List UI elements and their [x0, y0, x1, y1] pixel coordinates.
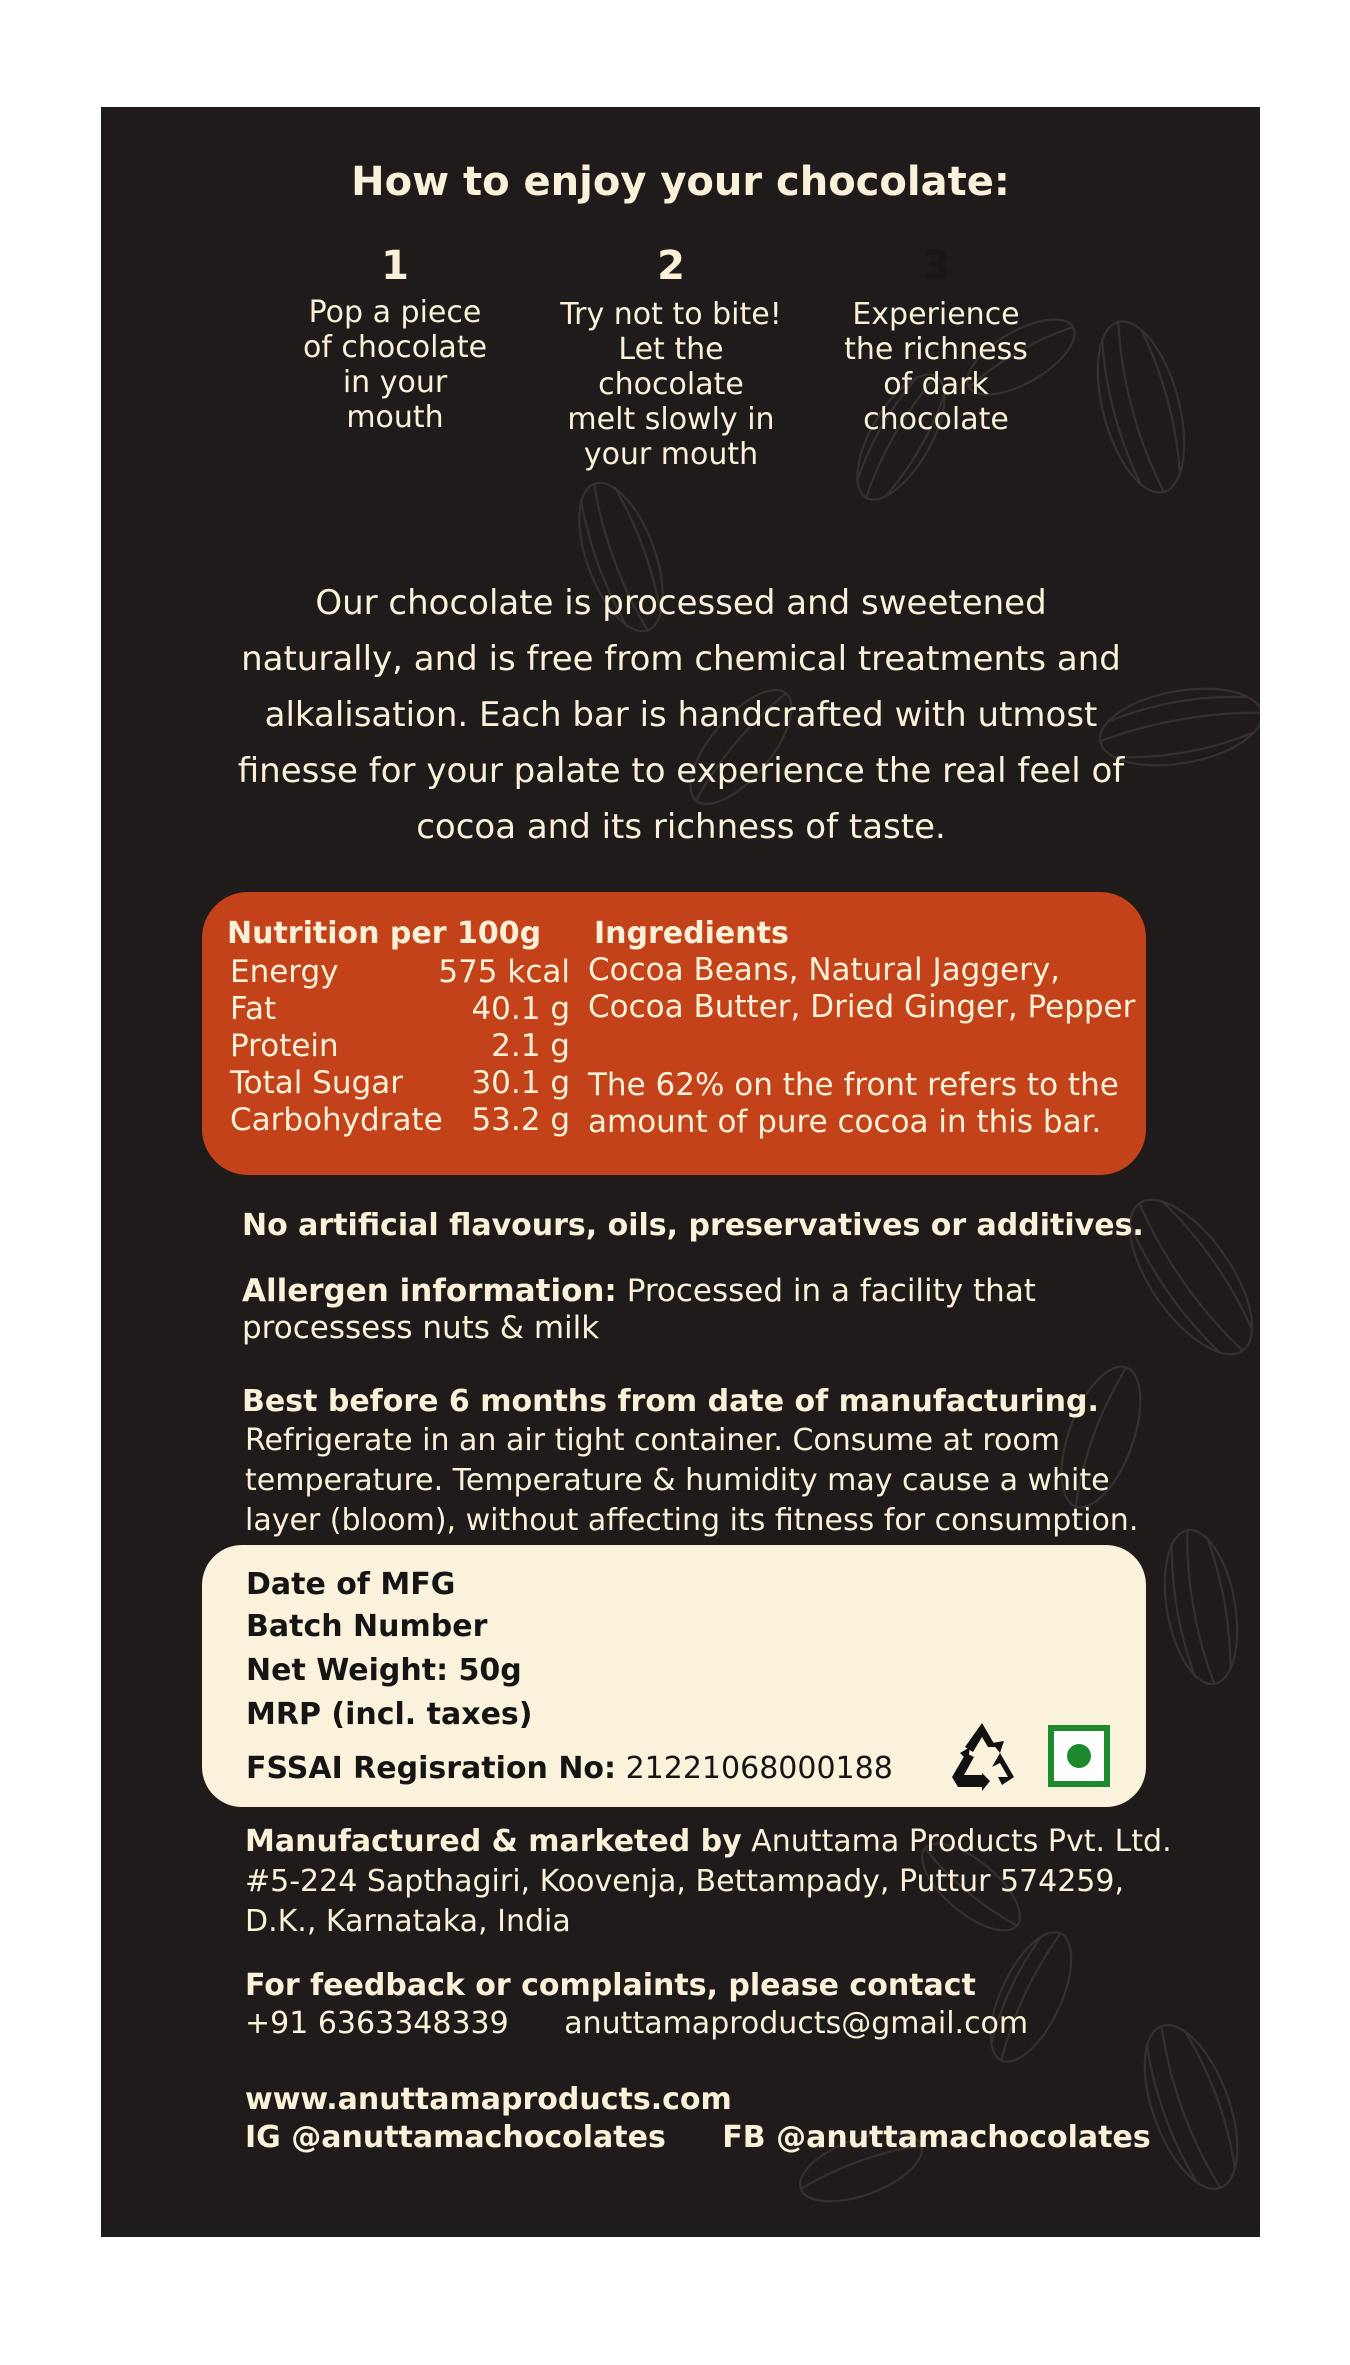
product-info-box [202, 1545, 1146, 1807]
contact-phone[interactable]: +91 6363348339 [245, 2006, 509, 2041]
mrp: MRP (incl. taxes) [246, 1697, 533, 1732]
nutrition-row: Total Sugar 30.1 g [230, 1065, 570, 1101]
cocoa-percent-note: The 62% on the front refers to the amount of pure cocoa in this bar. [588, 1067, 1119, 1140]
veg-mark-icon [1048, 1725, 1110, 1787]
nutrition-ingredients-box [202, 892, 1146, 1175]
nutrition-row: Energy 575 kcal [230, 954, 570, 990]
storage-instructions: Refrigerate in an air tight container. Consume at room temperature. Temperature & humidity may cause a white layer (bloom), without affecting its fitness for consumption. [245, 1423, 1139, 1538]
contact-info [245, 1967, 1255, 2043]
contact-heading: For feedback or complaints, please contact [245, 1968, 976, 2003]
step-text: Try not to bite! Let the chocolate melt slowly in your mouth [560, 297, 782, 472]
step-number: 2 [657, 243, 685, 289]
description-paragraph: Our chocolate is processed and sweetened naturally, and is free from chemical treatments and alkalisation. Each bar is handcrafted with utmost finesse for your palate to experience the real feel of cocoa and its richness of taste. [237, 583, 1125, 847]
step-3 [826, 243, 1056, 437]
nutrition-row: Carbohydrate 53.2 g [230, 1102, 570, 1138]
allergen-information: Allergen information: Processed in a facility that processess nuts & milk [242, 1273, 1036, 1346]
social-links [245, 2081, 1255, 2157]
recycle-icon [942, 1719, 1022, 1795]
manufacturer-info: Manufactured & marketed by Anuttama Products Pvt. Ltd. #5-224 Sapthagiri, Koovenja, Bettampady, Puttur 574259, D.K., Karnataka, India [245, 1824, 1172, 1939]
no-artificial-claim: No artificial flavours, oils, preservatives or additives. [242, 1208, 1144, 1243]
package-back-panel [101, 107, 1260, 2237]
nutrition-table [230, 954, 570, 1139]
instagram-handle[interactable]: IG @anuttamachocolates [245, 2120, 666, 2155]
contact-email[interactable]: anuttamaproducts@gmail.com [564, 2006, 1029, 2041]
fssai-registration: FSSAI Regisration No: 21221068000188 [246, 1751, 893, 1786]
step-number: 3 [922, 243, 950, 289]
nutrition-row: Fat 40.1 g [230, 991, 570, 1027]
best-before: Best before 6 months from date of manufacturing. [242, 1384, 1099, 1419]
how-to-title: How to enjoy your chocolate: [351, 159, 1010, 205]
facebook-handle[interactable]: FB @anuttamachocolates [722, 2120, 1151, 2155]
step-1 [285, 243, 515, 435]
batch-number: Batch Number [246, 1609, 488, 1644]
step-number: 1 [381, 243, 409, 289]
ingredients-list: Cocoa Beans, Natural Jaggery, Cocoa Butter, Dried Ginger, Pepper [588, 952, 1136, 1025]
net-weight: Net Weight: 50g [246, 1653, 522, 1688]
nutrition-row: Protein 2.1 g [230, 1028, 570, 1064]
ingredients-title: Ingredients [594, 916, 789, 951]
date-of-mfg: Date of MFG [246, 1567, 456, 1602]
step-2 [561, 243, 801, 472]
nutrition-title: Nutrition per 100g [227, 916, 542, 951]
step-text: Pop a piece of chocolate in your mouth [302, 295, 488, 435]
website-link[interactable]: www.anuttamaproducts.com [245, 2082, 732, 2117]
step-text: Experience the richness of dark chocolate [844, 297, 1028, 437]
